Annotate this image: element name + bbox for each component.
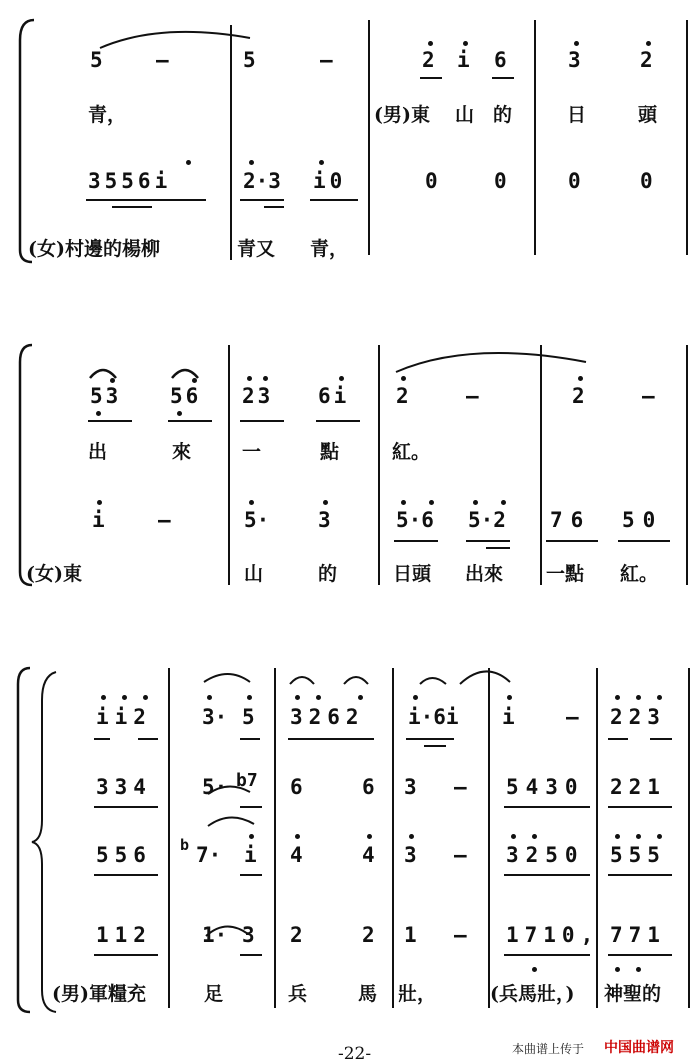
note-group: 6i <box>318 384 350 408</box>
note: 2 <box>290 923 303 947</box>
octave-dot <box>636 967 641 972</box>
lyric: (女)村邊的楊柳 <box>28 238 160 260</box>
underline <box>240 738 260 740</box>
barline <box>392 668 394 1008</box>
barline <box>688 668 690 1008</box>
lyric: 壯， <box>398 983 437 1005</box>
note: 5 <box>243 48 256 72</box>
underline <box>94 874 158 876</box>
octave-dot <box>615 967 620 972</box>
underline <box>138 738 158 740</box>
underline <box>240 806 262 808</box>
octave-dot <box>316 695 321 700</box>
note-dash: — <box>454 843 467 867</box>
octave-dot <box>507 695 512 700</box>
note: i <box>457 48 470 72</box>
lyric: (男)軍糧充 <box>52 983 146 1005</box>
note: 4 <box>290 843 303 867</box>
note-dash: — <box>466 384 479 408</box>
barline <box>596 668 598 1008</box>
note: 3 <box>404 843 417 867</box>
note: 2 <box>396 384 409 408</box>
lyric: 山 <box>244 563 264 585</box>
note-group: 5·2 <box>468 508 506 532</box>
underline <box>504 874 590 876</box>
note-group: 23 <box>242 384 274 408</box>
note: b7 <box>236 770 258 791</box>
note: 3· <box>202 705 228 729</box>
lyric: 青， <box>310 238 349 260</box>
note-group: 5·6 <box>396 508 434 532</box>
note-group: ii2 <box>96 705 152 729</box>
note: 6 <box>362 775 375 799</box>
note: 0 <box>425 169 438 193</box>
barline <box>488 668 490 1008</box>
note: 6 <box>494 48 507 72</box>
lyric: 山 <box>455 104 475 126</box>
lyric: 青， <box>88 104 127 126</box>
note: 5· <box>244 508 270 532</box>
underline <box>94 806 158 808</box>
underline <box>240 954 262 956</box>
note-dash: — <box>454 923 467 947</box>
note: i <box>244 843 257 867</box>
note-group: 2·3 <box>243 169 281 193</box>
lyric: 青又 <box>237 238 276 260</box>
upload-credit: 本曲谱上传于 <box>512 1042 585 1056</box>
note-group: 53 <box>90 384 122 408</box>
lyric: 兵 <box>288 983 308 1005</box>
note: 1· <box>202 923 228 947</box>
note: 2 <box>640 48 653 72</box>
lyric: 足 <box>204 983 224 1005</box>
underline <box>240 874 262 876</box>
note: 3 <box>318 508 331 532</box>
octave-dot <box>367 834 372 839</box>
lyric: 的 <box>318 563 338 585</box>
note: 2 <box>422 48 435 72</box>
octave-dot <box>143 695 148 700</box>
note: 0 <box>568 169 581 193</box>
underline <box>94 738 110 740</box>
octave-dot <box>409 834 414 839</box>
note-group: 3556i <box>88 169 172 193</box>
lyric: 紅。 <box>392 441 431 463</box>
underline <box>504 806 590 808</box>
lyric: 出 <box>88 441 108 463</box>
octave-dot <box>413 695 418 700</box>
lyric: (男)東 <box>374 104 430 126</box>
note: 5 <box>242 705 255 729</box>
note: 7· <box>196 843 222 867</box>
note: 3 <box>242 923 255 947</box>
note: 4 <box>362 843 375 867</box>
site-logo[interactable]: 中国曲谱网 <box>604 1040 674 1056</box>
note-group: 1710, <box>506 923 600 947</box>
octave-dot <box>532 967 537 972</box>
lyric: 一點 <box>546 563 585 585</box>
note: 6 <box>290 775 303 799</box>
octave-dot <box>532 834 537 839</box>
note-group: 3262 <box>290 705 365 729</box>
octave-dot <box>615 695 620 700</box>
octave-dot <box>657 834 662 839</box>
lyric: 出來 <box>465 563 504 585</box>
note: 2 <box>572 384 585 408</box>
lyric: 點 <box>320 441 340 463</box>
note: 3 <box>568 48 581 72</box>
note-group: 76 <box>550 508 592 532</box>
note: 2 <box>362 923 375 947</box>
note-dash: — <box>642 384 655 408</box>
flat-sign: b <box>180 836 190 854</box>
octave-dot <box>247 695 252 700</box>
note-group: 5430 <box>506 775 585 799</box>
underline <box>608 874 672 876</box>
note-dash: — <box>158 508 171 532</box>
lyric: 的 <box>493 104 513 126</box>
underline <box>504 954 590 956</box>
underline <box>94 954 158 956</box>
underline <box>288 738 374 740</box>
octave-dot <box>615 834 620 839</box>
lyric: 日 <box>567 104 587 126</box>
barline <box>168 668 170 1008</box>
note-group: 3250 <box>506 843 585 867</box>
note-dash: — <box>320 48 333 72</box>
lyric: (兵馬壯，) <box>490 983 575 1005</box>
note-group: i·6i <box>408 705 459 729</box>
lyric: 紅。 <box>620 563 659 585</box>
underline <box>608 806 672 808</box>
note-group: 50 <box>622 508 664 532</box>
note-group: 56 <box>170 384 202 408</box>
page-number: -22- <box>338 1044 372 1064</box>
octave-dot <box>122 695 127 700</box>
octave-dot <box>207 695 212 700</box>
underline <box>424 745 446 747</box>
underline <box>650 738 672 740</box>
lyric: 神聖的 <box>604 983 662 1005</box>
lyric: 頭 <box>638 104 658 126</box>
note: 5 <box>90 48 103 72</box>
octave-dot <box>657 695 662 700</box>
barline <box>274 668 276 1008</box>
note-group: 334 <box>96 775 152 799</box>
octave-dot <box>358 695 363 700</box>
note-dash: — <box>454 775 467 799</box>
lyric: (女)東 <box>26 563 82 585</box>
lyric: 來 <box>172 441 192 463</box>
lyric: 日頭 <box>393 563 432 585</box>
note-dash: — <box>566 705 579 729</box>
octave-dot <box>295 695 300 700</box>
note: 0 <box>494 169 507 193</box>
note-group: 556 <box>96 843 152 867</box>
octave-dot <box>511 834 516 839</box>
octave-dot <box>636 834 641 839</box>
note: i <box>92 508 105 532</box>
note: 0 <box>640 169 653 193</box>
note-group: 221 <box>610 775 666 799</box>
octave-dot <box>295 834 300 839</box>
note: 1 <box>404 923 417 947</box>
note-group: 112 <box>96 923 152 947</box>
lyric: 一 <box>242 441 262 463</box>
note: 3 <box>404 775 417 799</box>
octave-dot <box>101 695 106 700</box>
lyric: 馬 <box>358 983 378 1005</box>
note-group: 555 <box>610 843 666 867</box>
note-group: 223 <box>610 705 666 729</box>
note: 5· <box>202 775 228 799</box>
note-group: 771 <box>610 923 666 947</box>
underline <box>608 738 628 740</box>
note-group: i0 <box>313 169 347 193</box>
underline <box>406 738 454 740</box>
note: i <box>502 705 515 729</box>
note-dash: — <box>156 48 169 72</box>
underline <box>608 954 672 956</box>
octave-dot <box>636 695 641 700</box>
octave-dot <box>249 834 254 839</box>
